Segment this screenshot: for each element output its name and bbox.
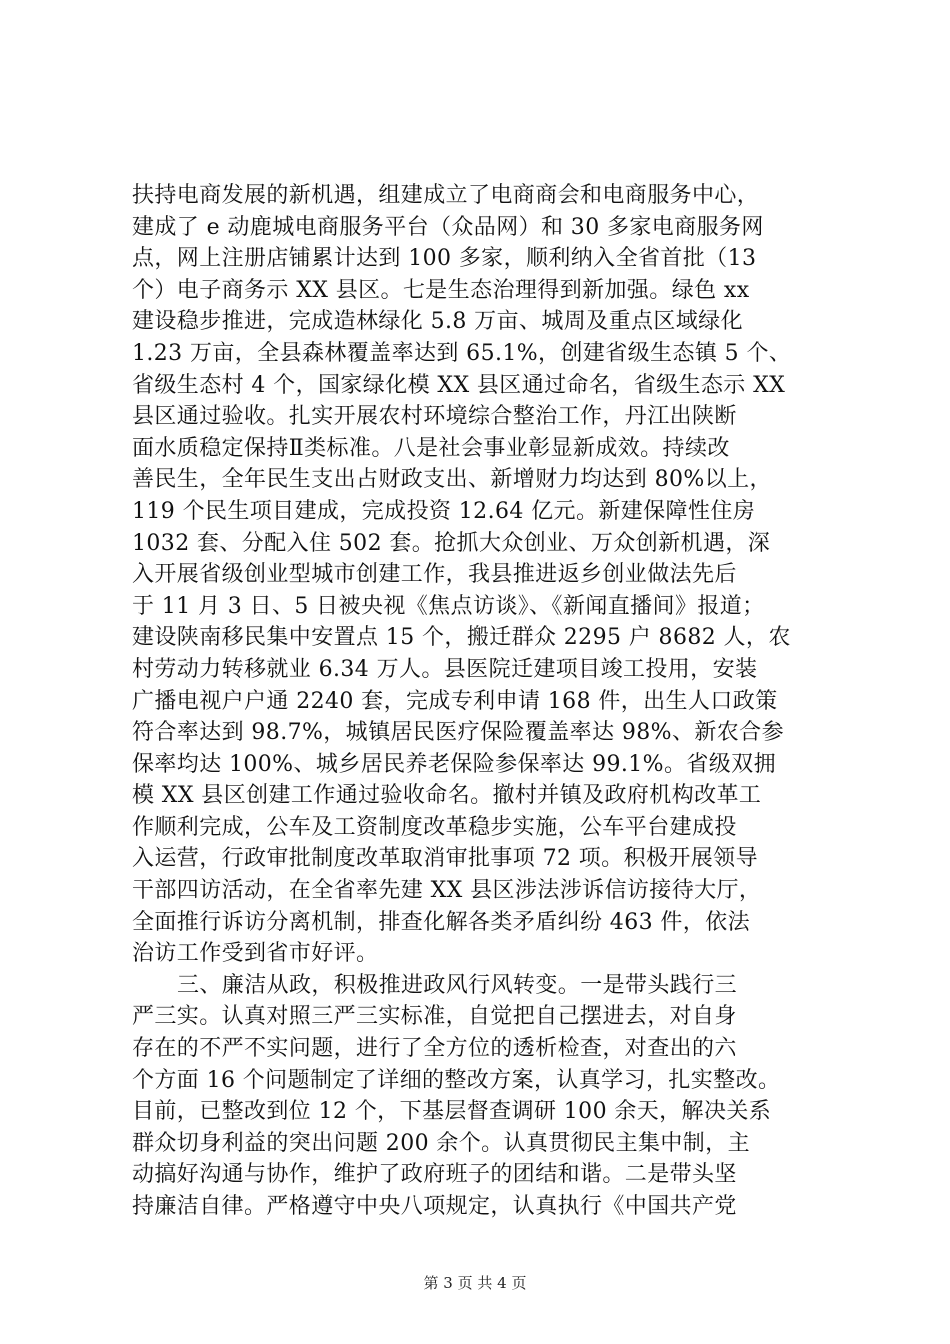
text-line: 群众切身利益的突出问题 200 余个。认真贯彻民主集中制，主 [132, 1130, 750, 1156]
text-line: 扶持电商发展的新机遇，组建成立了电商商会和电商服务中心， [132, 183, 760, 208]
text-line: 建设稳步推进，完成造林绿化 5.8 万亩、城周及重点区域绿化 [132, 309, 743, 335]
text-line: 目前，已整改到位 12 个，下基层督查调研 100 余天，解决关系 [132, 1099, 772, 1125]
text-line: 治访工作受到省市好评。 [132, 941, 379, 967]
text-line: 作顺利完成，公车及工资制度改革稳步实施，公车平台建成投 [132, 814, 737, 840]
page-footer: 第 3 页 共 4 页 [423, 1274, 527, 1292]
text-line: 善民生，全年民生支出占财政支出、新增财力均达到 80%以上， [132, 467, 772, 493]
text-line: 个方面 16 个问题制定了详细的整改方案，认真学习，扎实整改。 [132, 1067, 781, 1093]
text-line: 严三实。认真对照三严三实标准，自觉把自己摆进去，对自身 [132, 1004, 737, 1030]
section-heading-line: 三、廉洁从政，积极推进政风行风转变。一是带头践行三 [177, 972, 738, 998]
text-line: 入开展省级创业型城市创建工作，我县推进返乡创业做法先后 [132, 562, 737, 588]
text-line: 建设陕南移民集中安置点 15 个，搬迁群众 2295 户 8682 人，农 [132, 625, 791, 651]
text-line: 持廉洁自律。严格遵守中央八项规定，认真执行《中国共产党 [132, 1194, 737, 1219]
text-line: 1032 套、分配入住 502 套。抢抓大众创业、万众创新机遇，深 [132, 530, 771, 556]
text-line: 县区通过验收。扎实开展农村环境综合整治工作，丹江出陕断 [132, 404, 737, 430]
text-line: 1.23 万亩，全县森林覆盖率达到 65.1%，创建省级生态镇 5 个、 [132, 340, 792, 366]
text-line: 于 11 月 3 日、5 日被央视《焦点访谈》、《新闻直播间》报道； [132, 593, 765, 619]
text-line: 点，网上注册店铺累计达到 100 多家，顺利纳入全省首批（13 [132, 246, 757, 272]
text-line: 符合率达到 98.7%，城镇居民医疗保险覆盖率达 98%、新农合参 [132, 720, 784, 746]
text-line: 个）电子商务示 XX 县区。七是生态治理得到新加强。绿色 xx [132, 277, 750, 303]
text-line: 模 XX 县区创建工作通过验收命名。撤村并镇及政府机构改革工 [132, 783, 762, 809]
text-line: 广播电视户户通 2240 套，完成专利申请 168 件，出生人口政策 [132, 688, 778, 714]
text-line: 省级生态村 4 个，国家绿化模 XX 县区通过命名，省级生态示 XX [132, 372, 786, 398]
text-line: 建成了 e 动鹿城电商服务平台（众品网）和 30 多家电商服务网 [132, 214, 764, 240]
text-line: 119 个民生项目建成，完成投资 12.64 亿元。新建保障性住房 [132, 498, 756, 524]
text-line: 入运营，行政审批制度改革取消审批事项 72 项。积极开展领导 [132, 846, 758, 872]
text-line: 村劳动力转移就业 6.34 万人。县医院迁建项目竣工投用，安装 [132, 656, 758, 682]
text-line: 动搞好沟通与协作，维护了政府班子的团结和谐。二是带头坚 [132, 1162, 737, 1188]
text-line: 存在的不严不实问题，进行了全方位的透析检查，对查出的六 [132, 1036, 737, 1062]
text-line: 全面推行诉访分离机制，排查化解各类矛盾纠纷 463 件，依法 [132, 909, 750, 935]
text-line: 干部四访活动，在全省率先建 XX 县区涉法涉诉信访接待大厅， [132, 878, 762, 904]
document-body [132, 180, 832, 1223]
text-line: 面水质稳定保持Ⅱ类标准。八是社会事业彰显新成效。持续改 [132, 435, 730, 461]
text-line: 保率均达 100%、城乡居民养老保险参保率达 99.1%。省级双拥 [132, 751, 776, 777]
